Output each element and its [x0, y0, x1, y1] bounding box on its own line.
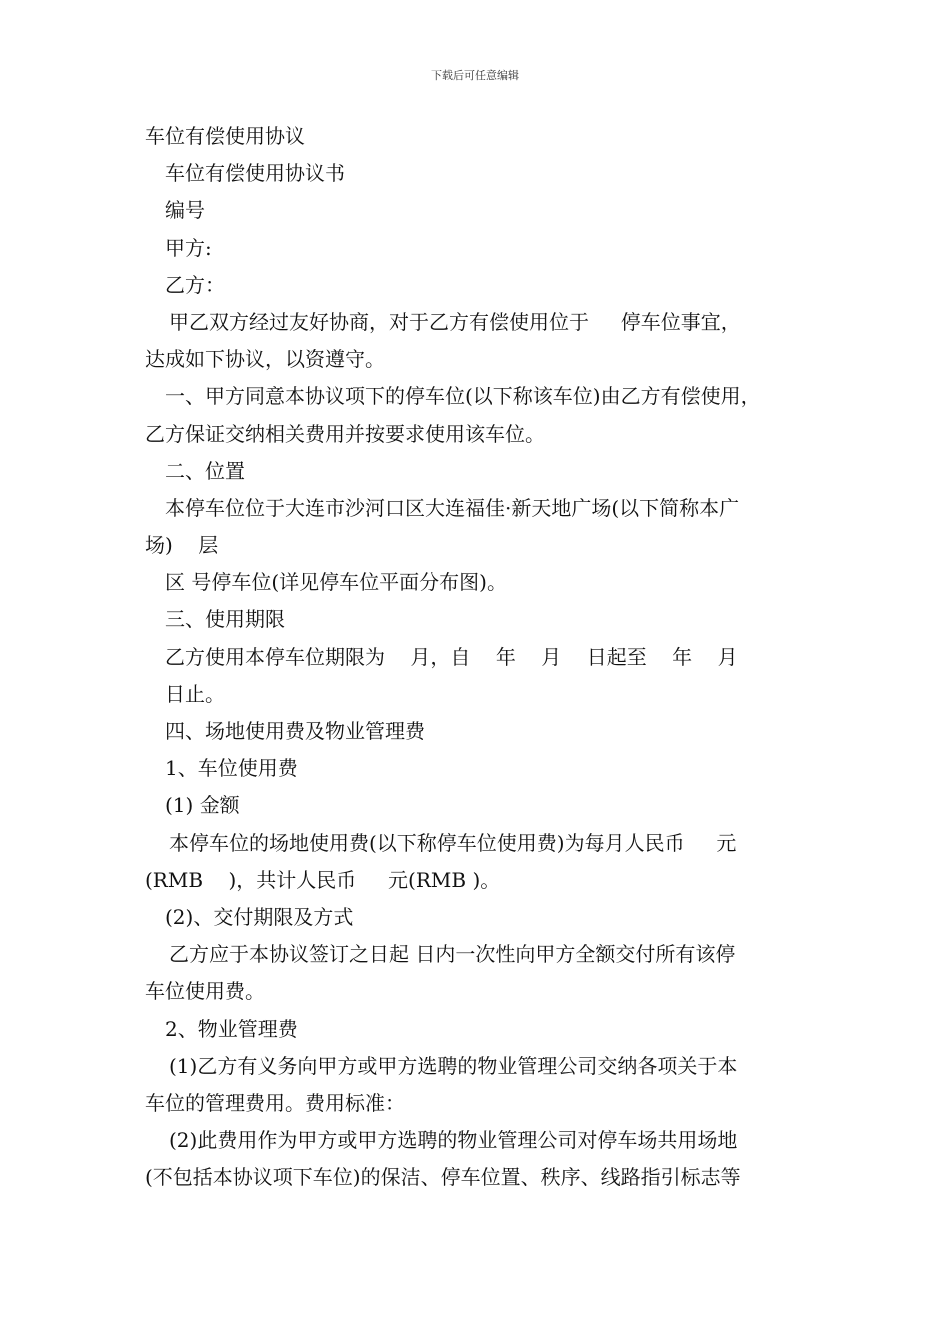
paragraph-line: 甲乙双方经过友好协商，对于乙方有偿使用位于 停车位事宜， — [169, 309, 741, 334]
sub-heading: 2、物业管理费 — [165, 1016, 298, 1041]
paragraph-line: 本停车位的场地使用费(以下称停车位使用费)为每月人民币 元 — [169, 830, 737, 855]
paragraph-line: 本停车位位于大连市沙河口区大连福佳·新天地广场(以下简称本广 — [165, 495, 740, 520]
clause-heading: 四、场地使用费及物业管理费 — [165, 719, 425, 743]
paragraph-line: (1)乙方有义务向甲方或甲方选聘的物业管理公司交纳各项关于本 — [169, 1053, 738, 1078]
party-b-label: 乙方： — [165, 272, 225, 297]
paragraph-line: 场) 层 — [145, 533, 219, 558]
paragraph-line: 车位的管理费用。费用标准： — [145, 1090, 405, 1115]
page-header-note: 下载后可任意编辑 — [431, 69, 519, 82]
clause-heading: 二、位置 — [165, 458, 245, 483]
paragraph-line: (2)此费用作为甲方或甲方选聘的物业管理公司对停车场共用场地 — [169, 1128, 738, 1153]
paragraph-line: 乙方使用本停车位期限为 月，自 年 月 日起至 年 月 — [165, 644, 738, 669]
document-subtitle: 车位有偿使用协议书 — [165, 161, 345, 186]
sub-heading: (2)、交付期限及方式 — [165, 904, 354, 929]
sub-heading: 1、车位使用费 — [165, 756, 298, 781]
paragraph-line: 车位使用费。 — [145, 979, 265, 1004]
sub-heading: (1) 金额 — [165, 793, 240, 818]
paragraph-line: 乙方保证交纳相关费用并按要求使用该车位。 — [145, 421, 545, 446]
paragraph-line: 达成如下协议，以资遵守。 — [145, 347, 385, 372]
document-number-label: 编号 — [165, 198, 205, 223]
clause-heading: 三、使用期限 — [165, 607, 285, 632]
paragraph-line: 日止。 — [165, 681, 225, 706]
paragraph-line: (RMB )，共计人民币 元(RMB )。 — [145, 867, 501, 892]
paragraph-line: (不包括本协议项下车位)的保洁、停车位置、秩序、线路指引标志等 — [145, 1165, 741, 1190]
document-body — [145, 118, 813, 1196]
paragraph-line: 区 号停车位(详见停车位平面分布图)。 — [165, 570, 507, 595]
party-a-label: 甲方: — [165, 235, 212, 260]
clause-heading: 一、甲方同意本协议项下的停车位(以下称该车位)由乙方有偿使用， — [165, 384, 761, 409]
document-title: 车位有偿使用协议 — [145, 124, 305, 148]
paragraph-line: 乙方应于本协议签订之日起 日内一次性向甲方全额交付所有该停 — [169, 942, 736, 967]
